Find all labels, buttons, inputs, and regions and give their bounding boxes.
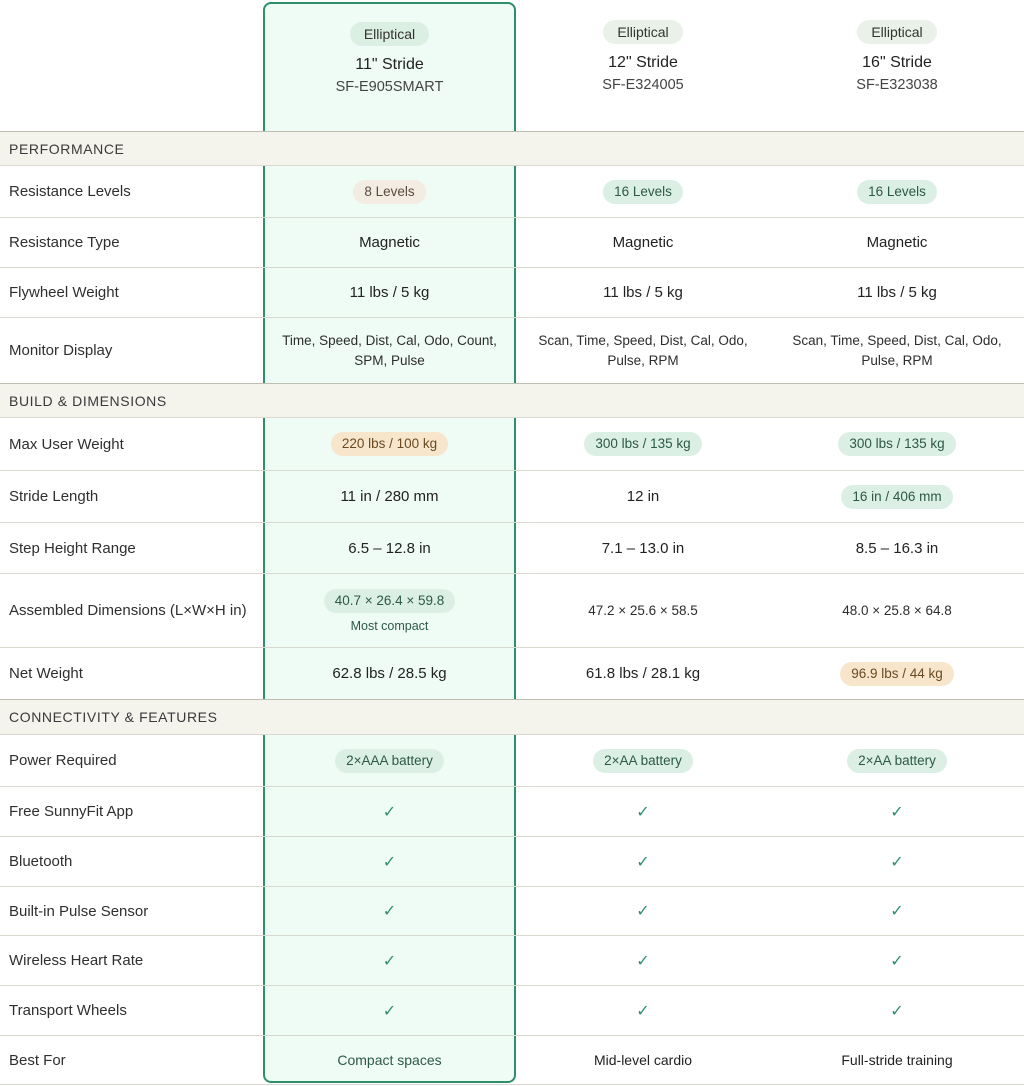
table-cell: 61.8 lbs / 28.1 kg — [585, 665, 701, 682]
table-cell — [770, 418, 1024, 470]
row-label: Monitor Display — [9, 342, 113, 359]
section-title: BUILD & DIMENSIONS — [9, 392, 167, 409]
value-badge: 16 Levels — [857, 180, 937, 204]
table-cell — [516, 166, 770, 217]
table-row — [0, 165, 1024, 217]
table-row — [0, 470, 1024, 522]
table-cell — [770, 936, 1024, 985]
table-row — [0, 786, 1024, 836]
product-header-row — [0, 0, 1024, 131]
checkmark-icon: ✓ — [890, 952, 904, 970]
row-label: Wireless Heart Rate — [9, 952, 144, 969]
table-cell — [516, 936, 770, 985]
table-cell — [265, 837, 514, 886]
table-row — [0, 647, 1024, 699]
product-header-2 — [516, 0, 770, 131]
table-cell — [770, 787, 1024, 836]
table-cell — [265, 887, 514, 935]
table-cell: 11 in / 280 mm — [340, 488, 439, 505]
table-cell — [770, 986, 1024, 1035]
table-cell — [770, 166, 1024, 217]
checkmark-icon: ✓ — [382, 803, 397, 821]
table-cell: Full-stride training — [841, 1052, 953, 1068]
row-label: Step Height Range — [9, 539, 136, 557]
cell-line: Pulse, RPM — [607, 352, 679, 368]
table-row — [0, 217, 1024, 267]
value-badge: 300 lbs / 135 kg — [838, 432, 955, 456]
table-cell — [770, 471, 1024, 522]
table-cell — [516, 837, 770, 886]
table-row — [0, 522, 1024, 573]
product-model: SF-E324005 — [602, 77, 684, 93]
cell-line: SPM, Pulse — [354, 352, 425, 368]
table-row — [0, 734, 1024, 786]
category-pill: Elliptical — [350, 22, 429, 46]
value-badge: 2×AA battery — [593, 749, 693, 773]
row-label: Power Required — [9, 752, 117, 769]
table-cell: 11 lbs / 5 kg — [603, 284, 683, 301]
table-cell: 11 lbs / 5 kg — [857, 284, 937, 301]
product-title: 11" Stride — [355, 56, 424, 73]
section-title: PERFORMANCE — [9, 140, 125, 157]
table-row — [0, 1035, 1024, 1084]
checkmark-icon: ✓ — [890, 853, 904, 871]
table-cell — [265, 574, 514, 647]
table-cell: 11 lbs / 5 kg — [349, 284, 430, 301]
table-cell — [265, 735, 514, 786]
checkmark-icon: ✓ — [890, 1002, 904, 1020]
table-cell: 8.5 – 16.3 in — [855, 539, 939, 557]
table-row — [0, 267, 1024, 317]
product-header-3 — [770, 0, 1024, 131]
table-cell — [265, 418, 514, 470]
checkmark-icon: ✓ — [636, 803, 650, 821]
table-cell: Compact spaces — [337, 1052, 442, 1068]
table-cell — [770, 318, 1024, 383]
table-bottom-border — [0, 1084, 1024, 1085]
table-cell: 6.5 – 12.8 in — [348, 539, 431, 557]
cell-line: Scan, Time, Speed, Dist, Cal, Odo, — [792, 332, 1002, 348]
checkmark-icon: ✓ — [382, 1002, 397, 1020]
section-title: CONNECTIVITY & FEATURES — [9, 709, 218, 725]
value-badge: 220 lbs / 100 kg — [331, 432, 448, 456]
table-cell: 47.2 × 25.6 × 58.5 — [588, 602, 698, 618]
value-badge: 16 Levels — [603, 180, 683, 204]
row-label: Transport Wheels — [9, 1002, 127, 1019]
category-pill: Elliptical — [603, 20, 682, 44]
row-label: Resistance Type — [9, 234, 120, 251]
table-row — [0, 935, 1024, 985]
row-label: Best For — [9, 1051, 66, 1069]
product-title: 12" Stride — [608, 54, 678, 71]
table-cell: 7.1 – 13.0 in — [601, 539, 685, 557]
table-cell — [265, 936, 514, 985]
table-row — [0, 573, 1024, 647]
row-label: Bluetooth — [9, 853, 73, 870]
row-label: Resistance Levels — [9, 183, 131, 200]
value-badge: 300 lbs / 135 kg — [584, 432, 701, 456]
checkmark-icon: ✓ — [890, 803, 904, 821]
table-cell — [265, 166, 514, 217]
section-performance — [0, 131, 1024, 165]
checkmark-icon: ✓ — [636, 853, 650, 871]
table-cell — [770, 648, 1024, 699]
table-cell — [770, 735, 1024, 786]
value-badge: 16 in / 406 mm — [841, 485, 952, 509]
table-cell — [516, 887, 770, 935]
table-row — [0, 886, 1024, 935]
row-label: Assembled Dimensions (L×W×H in) — [9, 602, 247, 619]
value-badge: 2×AA battery — [847, 749, 947, 773]
table-row — [0, 985, 1024, 1035]
row-label: Flywheel Weight — [9, 284, 119, 301]
table-cell — [770, 887, 1024, 935]
checkmark-icon: ✓ — [382, 952, 397, 970]
table-cell: Magnetic — [866, 234, 928, 251]
table-cell: Magnetic — [359, 234, 420, 251]
checkmark-icon: ✓ — [636, 1002, 650, 1020]
cell-line: Pulse, RPM — [861, 352, 933, 368]
product-title: 16" Stride — [862, 54, 932, 71]
section-build — [0, 383, 1024, 417]
checkmark-icon: ✓ — [636, 903, 650, 920]
row-label: Stride Length — [9, 488, 99, 505]
row-label: Max User Weight — [9, 435, 124, 453]
product-model: SF-E905SMART — [335, 79, 444, 95]
table-cell — [516, 787, 770, 836]
value-badge: 2×AAA battery — [335, 749, 444, 773]
cell-line: Time, Speed, Dist, Cal, Odo, Count, — [282, 332, 497, 348]
row-label: Net Weight — [9, 665, 83, 682]
cell-line: Scan, Time, Speed, Dist, Cal, Odo, — [538, 332, 748, 348]
product-model: SF-E323038 — [856, 77, 938, 93]
most-compact-note: Most compact — [350, 618, 429, 633]
table-cell — [265, 787, 514, 836]
table-cell: 62.8 lbs / 28.5 kg — [332, 665, 447, 682]
checkmark-icon: ✓ — [382, 853, 397, 871]
category-pill: Elliptical — [857, 20, 936, 44]
table-cell: 12 in — [626, 488, 660, 505]
table-cell — [265, 318, 514, 383]
table-cell — [265, 986, 514, 1035]
section-connectivity — [0, 699, 1024, 734]
table-row — [0, 836, 1024, 886]
table-row — [0, 417, 1024, 470]
table-cell: Mid-level cardio — [593, 1052, 693, 1068]
table-cell — [516, 418, 770, 470]
value-badge: 8 Levels — [353, 180, 425, 204]
product-header-1 — [265, 0, 514, 131]
row-label: Free SunnyFit App — [9, 803, 134, 820]
checkmark-icon: ✓ — [890, 903, 904, 920]
table-cell: Magnetic — [612, 234, 674, 251]
table-cell — [770, 837, 1024, 886]
table-cell — [516, 986, 770, 1035]
table-cell — [516, 735, 770, 786]
table-cell — [516, 318, 770, 383]
checkmark-icon: ✓ — [636, 952, 650, 970]
table-cell: 48.0 × 25.8 × 64.8 — [842, 602, 952, 618]
checkmark-icon: ✓ — [382, 903, 397, 920]
value-badge: 40.7 × 26.4 × 59.8 — [324, 589, 456, 613]
value-badge: 96.9 lbs / 44 kg — [840, 662, 954, 686]
table-row — [0, 317, 1024, 383]
row-label: Built-in Pulse Sensor — [9, 902, 149, 920]
